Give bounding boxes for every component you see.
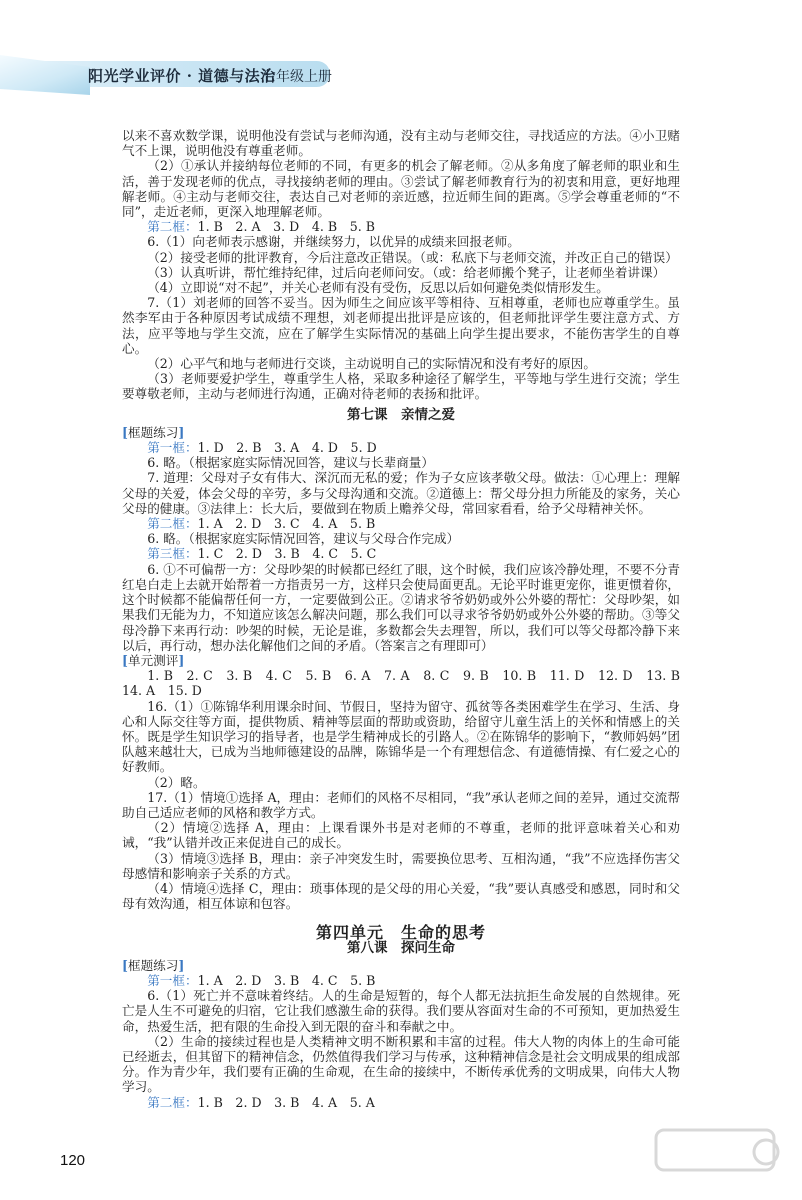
answer-paragraph: 6. ①不可偏帮一方：父母吵架的时候都已经红了眼，这个时候，我们应该冷静处理，不要不分青红皂白走上去就开始帮着一方指责另一方，这样只会使局面更乱。无论平时谁更宠你，谁更惯着你，这个时候都不能偏帮任何一方，一定要做到公正。②请求爷爷奶奶或外公外婆的帮忙：父母吵架，如果我们无能为力，不知道应该怎么解决问题，那么我们可以寻求爷爷奶奶或外公外婆的帮助。③等父母冷静下来再行动：吵架的时候，无论是谁，多数都会失去理智，所以，我们可以等父母都冷静下来以后，再行动，想办法化解他们之间的矛盾。（答案言之有理即可） (122, 561, 680, 653)
answer-line: （4）立即说“对不起”，并关心老师有没有受伤，反思以后如何避免类似情形发生。 (147, 280, 609, 296)
section-tag: [框题练习] (122, 957, 185, 973)
answer-paragraph: （2）情境②选择 A，理由：上课看课外书是对老师的不尊重，老师的批评意味着关心和劝诫，“我”认错并改正来促进自己的成长。 (122, 820, 680, 851)
answer-paragraph: （2）生命的接续过程也是人类精神文明不断积累和丰富的过程。伟大人物的肉体上的生命可能已经逝去，但其留下的精神信念，仍然值得我们学习与传承，这种精神信念是社会文明成果的组成部分。作为青少年，我们要有正确的生命观，在生命的接续中，不断传承优秀的文明成果，向伟大人物学习。 (122, 1033, 680, 1095)
answer-line (122, 440, 680, 455)
section-tag-label: 框题练习 (127, 424, 179, 440)
answer-paragraph: 16.（1）①陈锦华利用课余时间、节假日，坚持为留守、孤贫等各类困难学生在学习、生活、身心和人际交往等方面，提供物质、精神等层面的帮助或资助，给留守儿童生活上的关怀和情感上的关怀。既是学生知识学习的指导者，也是学生精神成长的引路人。②在陈锦华的影响下，“教师妈妈”团队越来越壮大，已成为当地师德建设的品牌，陈锦华是一个有理想信念、有道德情操、有仁爱之心的好教师。 (122, 698, 680, 775)
section-tag: [单元测评] (122, 652, 185, 668)
lesson-title: 第七课 亲情之爱 (347, 406, 455, 423)
watermark-logo (648, 1122, 788, 1192)
answer-paragraph: 7.（1）刘老师的回答不妥当。因为师生之间应该平等相待、互相尊重，老师也应尊重学生。虽然李军由于各种原因考试成绩不理想，刘老师提出批评是应该的，但老师批评学生要注意方式、方法，应平等地与学生交流，应在了解学生实际情况的基础上向学生提出要求，不能伤害学生的自尊心。 (122, 295, 680, 356)
frame-label: 第一框： (147, 972, 198, 988)
choice-answers: 1. B 2. A 3. D 4. B 5. B (197, 219, 375, 235)
answer-line (122, 219, 680, 234)
answer-line: （2）心平气和地与老师进行交谈，主动说明自己的实际情况和没有考好的原因。 (147, 356, 596, 372)
answer-line: 6. 略。（根据家庭实际情况回答，建议与长辈商量） (147, 455, 434, 471)
page-header (0, 55, 802, 97)
watermark-frame (656, 1130, 774, 1170)
answer-paragraph: 7. 道理：父母对子女有伟大、深沉而无私的爱；作为子女应该孝敬父母。做法：①心理上：理解父母的关爱，体会父母的辛劳，多与父母沟通和交流。②道德上：帮父母分担力所能及的家务，关心父母的健康。③法律上：长大后，要做到在物质上赡养父母，常回家看看，给予父母精神关怀。 (122, 470, 680, 516)
choice-answers: 1. C 2. D 3. B 4. C 5. C (197, 546, 377, 562)
answer-paragraph: （4）情境④选择 C，理由：琐事体现的是父母的用心关爱，“我”要认真感受和感恩，同时和父母有效沟通，相互体谅和包容。 (122, 880, 680, 912)
choice-answers: 1. A 2. D 3. B 4. C 5. B (197, 972, 376, 988)
page-content (122, 128, 693, 1110)
answer-line: （2）略。 (147, 774, 206, 790)
answer-line (122, 973, 680, 988)
section-tag-label: 单元测评 (127, 652, 179, 668)
answer-line (122, 516, 680, 531)
answer-paragraph: 6.（1）死亡并不意味着终结。人的生命是短暂的，每个人都无法抗拒生命发展的自然规律。死亡是人生不可避免的归宿，它让我们感激生命的获得。我们要从容面对生命的不可预知，更加热爱生命，热爱生活，把有限的生命投入到无限的奋斗和奉献之中。 (122, 988, 680, 1034)
answer-paragraph: （2）①承认并接纳每位老师的不同，有更多的机会了解老师。②从多角度了解老师的职业和生活，善于发现老师的优点，寻找接纳老师的理由。③尝试了解老师教育行为的初衷和用意，更好地理解老师。④主动与老师交往，表达自己对老师的亲近感，拉近师生间的距离。⑤学会尊重老师的“不同”，走近老师，更深入地理解老师。 (122, 158, 680, 220)
section-tag-label: 框题练习 (127, 957, 179, 973)
grade-label: 七年级上册 (262, 69, 332, 85)
answer-paragraph: （3）情境③选择 B，理由：亲子冲突发生时，需要换位思考、互相沟通，“我”不应选择伤害父母感情和影响亲子关系的方式。 (122, 850, 680, 881)
answer-line (122, 1095, 680, 1110)
answer-paragraph: 17.（1）情境①选择 A，理由：老师们的风格不尽相同，“我”承认老师之间的差异，通过交流帮助自己适应老师的风格和教学方式。 (122, 789, 680, 820)
answer-line: 6. 略。（根据家庭实际情况回答，建议与父母合作完成） (147, 531, 460, 547)
page-number: 120 (60, 1152, 86, 1169)
frame-label: 第一框： (147, 440, 198, 456)
answer-line: （2）接受老师的批评教育，今后注意改正错误。（或：私底下与老师交流，并改正自己的错误） (147, 249, 678, 265)
frame-label: 第二框： (147, 1094, 198, 1110)
answer-line (122, 546, 680, 561)
choice-answers: 1. B 2. D 3. B 4. A 5. A (197, 1094, 375, 1110)
section-tag: [框题练习] (122, 424, 185, 440)
frame-label: 第二框： (147, 219, 198, 235)
answer-line: 6.（1）向老师表示感谢，并继续努力，以优异的成绩来回报老师。 (147, 234, 520, 250)
book-title: 阳光学业评价 · 道德与法治 (88, 67, 276, 85)
unit-title: 第四单元 生命的思考 (315, 923, 486, 943)
lesson-title: 第八课 探问生命 (347, 939, 455, 956)
frame-label: 第二框： (147, 516, 198, 532)
choice-answers: 1. B 2. C 3. B 4. C 5. B 6. A 7. A 8. C 9. B 10. B 11. D 12. D 13. B 14. A 15. D (122, 668, 693, 699)
answer-paragraph: （3）老师要爱护学生，尊重学生人格，采取多种途径了解学生，平等地与学生进行交流；学生要尊敬老师，主动与老师进行沟通，正确对待老师的表扬和批评。 (122, 371, 680, 402)
choice-answers: 1. A 2. D 3. C 4. A 5. B (197, 516, 376, 532)
answer-line: （3）认真听讲，帮忙维持纪律，过后向老师问安。（或：给老师搬个凳子，让老师坐着讲课） (147, 264, 666, 280)
answer-paragraph: 以来不喜欢数学课，说明他没有尝试与老师沟通，没有主动与老师交往，寻找适应的方法。④小卫赌气不上课，说明他没有尊重老师。 (122, 128, 680, 159)
choice-answers: 1. D 2. B 3. A 4. D 5. D (197, 440, 377, 456)
frame-label: 第三框： (147, 546, 198, 562)
